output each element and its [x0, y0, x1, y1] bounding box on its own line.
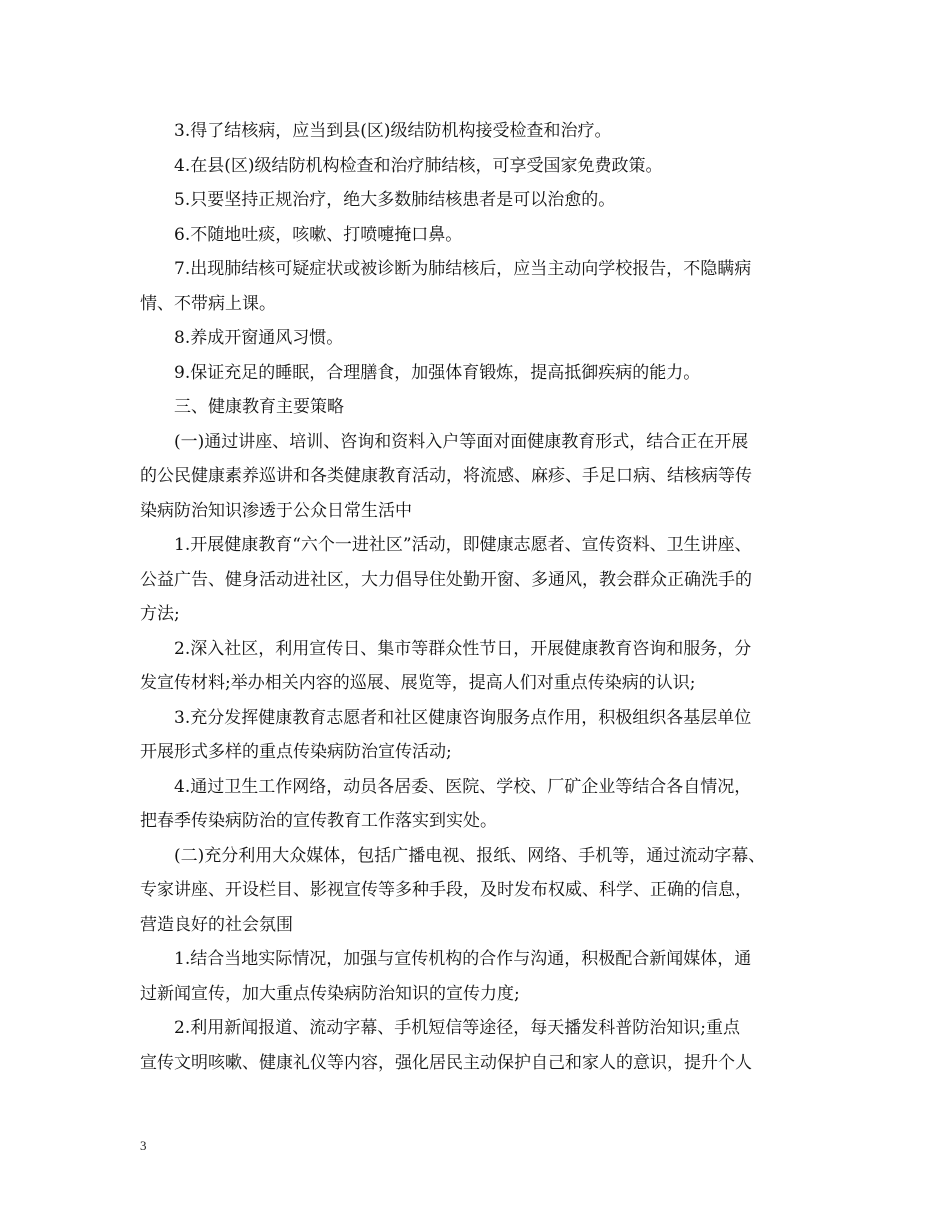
list-item: 2.利用新闻报道、流动字幕、手机短信等途径，每天播发科普防治知识;重点: [174, 1018, 740, 1038]
subsection-heading-continuation: 染病防治知识渗透于公众日常生活中: [140, 500, 412, 521]
subsection-heading-continuation: 营造良好的社会氛围: [140, 914, 293, 935]
list-item: 3.得了结核病，应当到县(区)级结防机构接受检查和治疗。: [174, 121, 612, 141]
list-item: 1.开展健康教育“六个一进社区”活动，即健康志愿者、宣传资料、卫生讲座、: [174, 535, 752, 555]
list-item: 6.不随地吐痰，咳嗽、打喷嚏掩口鼻。: [174, 224, 463, 245]
list-item: 4.通过卫生工作网络，动员各居委、医院、学校、厂矿企业等结合各自情况，: [174, 776, 752, 797]
section-heading: 三、健康教育主要策略: [174, 397, 344, 417]
list-item-continuation: 发宣传材料;举办相关内容的巡展、展览等，提高人们对重点传染病的认识;: [140, 673, 696, 693]
subsection-heading: (二)充分利用大众媒体，包括广播电视、报纸、网络、手机等，通过流动字幕、: [174, 845, 766, 866]
list-item-continuation: 把春季传染病防治的宣传教育工作落实到实处。: [140, 811, 497, 831]
list-item-continuation: 开展形式多样的重点传染病防治宣传活动;: [140, 742, 452, 762]
list-item: 1.结合当地实际情况，加强与宣传机构的合作与沟通，积极配合新闻媒体，通: [174, 949, 752, 969]
list-item: 4.在县(区)级结防机构检查和治疗肺结核，可享受国家免费政策。: [174, 155, 663, 176]
list-item: 2.深入社区，利用宣传日、集市等群众性节日，开展健康教育咨询和服务，分: [174, 638, 752, 659]
list-item-continuation: 方法;: [140, 604, 180, 624]
list-item: 9.保证充足的睡眠，合理膳食，加强体育锻炼，提高抵御疾病的能力。: [174, 362, 701, 383]
list-item-continuation: 宣传文明咳嗽、健康礼仪等内容，强化居民主动保护自己和家人的意识，提升个人: [140, 1052, 752, 1073]
list-item-continuation: 公益广告、健身活动进社区，大力倡导住处勤开窗、多通风，教会群众正确洗手的: [140, 569, 752, 590]
subsection-heading-continuation: 专家讲座、开设栏目、影视宣传等多种手段，及时发布权威、科学、正确的信息，: [140, 880, 752, 900]
document-body: [140, 114, 830, 1080]
list-item: 7.出现肺结核可疑症状或被诊断为肺结核后，应当主动向学校报告，不隐瞒病: [174, 259, 752, 279]
list-item-continuation: 过新闻宣传，加大重点传染病防治知识的宣传力度;: [140, 983, 520, 1004]
list-item: 5.只要坚持正规治疗，绝大多数肺结核患者是可以治愈的。: [174, 190, 616, 210]
list-item: 3.充分发挥健康教育志愿者和社区健康咨询服务点作用，积极组织各基层单位: [174, 707, 752, 728]
subsection-heading: (一)通过讲座、培训、咨询和资料入户等面对面健康教育形式，结合正在开展: [174, 431, 749, 452]
list-item-continuation: 情、不带病上课。: [140, 293, 276, 314]
subsection-heading-continuation: 的公民健康素养巡讲和各类健康教育活动，将流感、麻疹、手足口病、结核病等传: [140, 466, 752, 486]
list-item: 8.养成开窗通风习惯。: [174, 328, 344, 348]
page-number: 3: [140, 1138, 147, 1153]
